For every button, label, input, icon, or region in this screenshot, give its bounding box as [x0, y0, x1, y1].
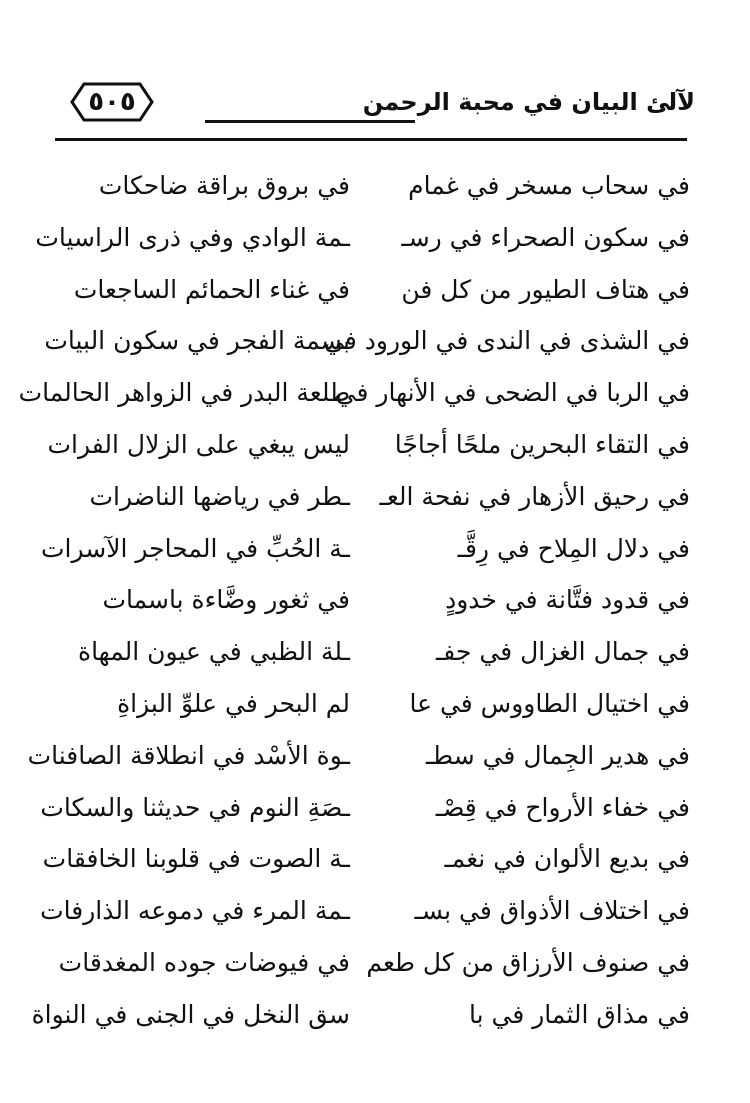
poem-verses	[18, 160, 690, 1041]
book-title: لآلئ البيان في محبة الرحمن	[362, 88, 695, 116]
page-number-badge	[70, 82, 154, 122]
verse-second-hemistich: بسمة الفجر في سكون البيات	[44, 326, 350, 356]
page-header	[0, 78, 750, 142]
verse-line	[42, 833, 690, 885]
verse-line	[50, 471, 690, 523]
verse-second-hemistich: ـوة الأسْد في انطلاقة الصافنات	[27, 740, 350, 770]
verse-first-hemistich: في الربا في الضحى في الأنهار في	[335, 378, 690, 408]
verse-second-hemistich: طلعة البدر في الزواهر الحالمات	[18, 378, 350, 408]
verse-second-hemistich: في بروق براقة ضاحكات	[98, 171, 350, 200]
verse-second-hemistich: ـصَةِ النوم في حديثنا والسكات	[40, 792, 350, 822]
verse-line	[50, 937, 690, 989]
verse-line	[31, 989, 690, 1041]
verse-first-hemistich: في صنوف الأرزاق من كل طعم	[366, 947, 690, 977]
verse-line	[18, 367, 690, 419]
verse-first-hemistich: في اختلاف الأذواق في بسـ	[414, 896, 690, 926]
verse-line	[50, 160, 690, 212]
verse-second-hemistich: في فيوضات جوده المغدقات	[58, 947, 350, 977]
verse-first-hemistich: في سحاب مسخر في غمام	[408, 171, 690, 200]
verse-line	[50, 678, 690, 730]
verse-line	[40, 885, 690, 937]
verse-line	[41, 523, 690, 575]
verse-second-hemistich: سق النخل في الجنى في النواة	[31, 999, 350, 1029]
verse-second-hemistich: ـلة الظبي في عيون المهاة	[77, 637, 350, 667]
verse-line	[50, 264, 690, 316]
verse-first-hemistich: في دلال المِلاح في رِقَّـ	[457, 533, 690, 563]
verse-second-hemistich: في غناء الحمائم الساجعات	[73, 274, 350, 304]
verse-first-hemistich: في مذاق الثمار في با	[468, 999, 690, 1029]
verse-first-hemistich: في هدير الجِمال في سطـ	[425, 740, 690, 770]
verse-line	[27, 730, 690, 782]
verse-line	[47, 419, 690, 471]
verse-first-hemistich: في سكون الصحراء في رسـ	[401, 222, 690, 252]
verse-second-hemistich: ـطر في رياضها الناضرات	[89, 481, 350, 511]
header-rule	[55, 138, 687, 141]
verse-first-hemistich: في خفاء الأرواح في قِصْـ	[435, 792, 690, 822]
verse-line	[50, 626, 690, 678]
verse-first-hemistich: في بديع الألوان في نغمـ	[444, 844, 690, 874]
verse-first-hemistich: في التقاء البحرين ملحًا أجاجًا	[394, 429, 690, 459]
verse-second-hemistich: في ثغور وضَّاءة باسمات	[102, 585, 350, 615]
verse-second-hemistich: ـمة المرء في دموعه الذارفات	[40, 896, 350, 926]
verse-first-hemistich: في جمال الغزال في جفـ	[435, 637, 690, 667]
page-number: ٥٠٥	[88, 87, 136, 117]
verse-line	[50, 574, 690, 626]
verse-first-hemistich: في قدود فتَّانة في خدودٍ	[445, 585, 690, 615]
verse-second-hemistich: ليس يبغي على الزلال الفرات	[47, 429, 350, 459]
verse-first-hemistich: في اختيال الطاووس في عا	[409, 688, 690, 718]
verse-line	[40, 782, 690, 834]
verse-line	[44, 315, 690, 367]
verse-second-hemistich: ـمة الوادي وفي ذرى الراسيات	[35, 222, 350, 252]
verse-second-hemistich: ـة الصوت في قلوبنا الخافقات	[42, 844, 350, 874]
verse-second-hemistich: ـة الحُبِّ في المحاجر الآسرات	[41, 533, 350, 563]
verse-first-hemistich: في هتاف الطيور من كل فن	[401, 274, 690, 304]
verse-first-hemistich: في الشذى في الندى في الورود في	[324, 326, 690, 356]
verse-first-hemistich: في رحيق الأزهار في نفحة العـ	[379, 481, 690, 511]
verse-second-hemistich: لم البحر في علوِّ البزاةِ	[117, 688, 350, 718]
verse-line	[35, 212, 690, 264]
